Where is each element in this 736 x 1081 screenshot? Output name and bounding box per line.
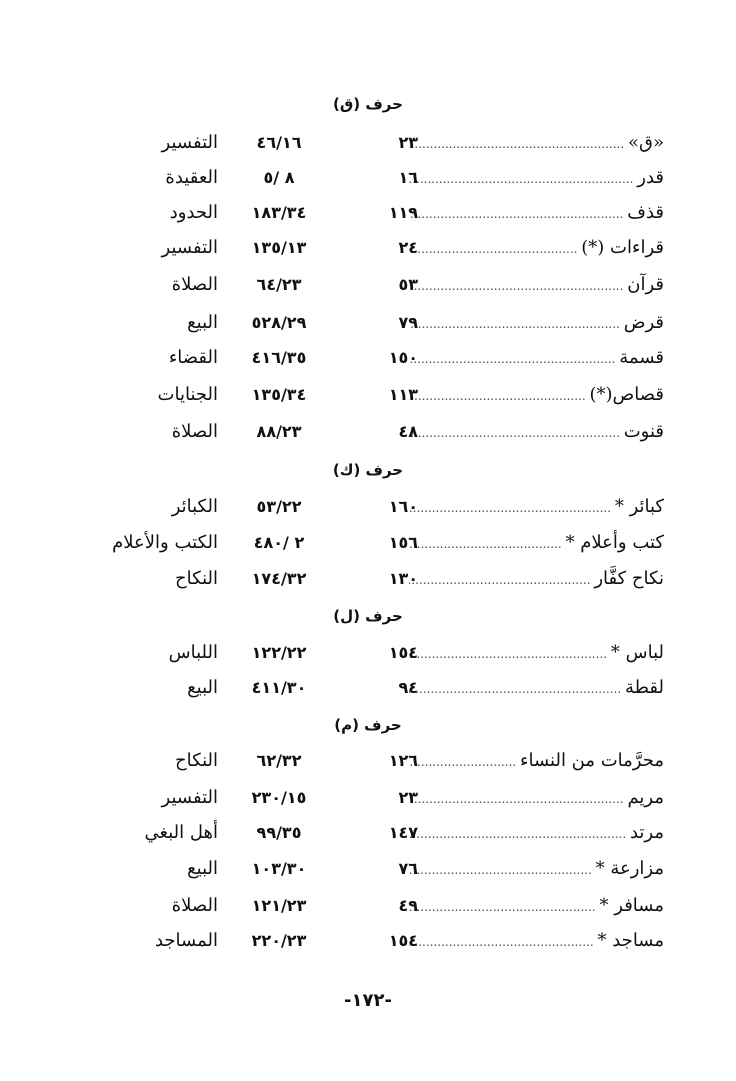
entry-book: العقيدة bbox=[165, 167, 218, 188]
entry-topic: قراءات (*) ..... bbox=[409, 233, 664, 264]
section-heading-mim: حرف (م) bbox=[334, 716, 402, 734]
entry-page: ١٢٦ bbox=[388, 751, 418, 770]
index-entry bbox=[0, 926, 736, 956]
entry-page: ٥٣ bbox=[398, 275, 418, 294]
entry-page: ٧٩ bbox=[398, 313, 418, 332]
entry-topic: مسافر * ..... bbox=[409, 891, 664, 922]
entry-book: الصلاة bbox=[171, 274, 218, 295]
index-entry bbox=[0, 564, 736, 594]
entry-book: الكبائر bbox=[171, 496, 218, 517]
entry-volume-ref: ٨ /٥ bbox=[263, 168, 295, 187]
entry-volume-ref: ١٨٣/٣٤ bbox=[251, 203, 307, 222]
entry-page: ١٥٦ bbox=[388, 533, 418, 552]
index-entry bbox=[0, 818, 736, 848]
entry-page: ٤٩ bbox=[398, 896, 418, 915]
entry-volume-ref: ٤١٦/٣٥ bbox=[251, 348, 307, 367]
entry-book: الجنايات bbox=[157, 384, 218, 405]
index-entry bbox=[0, 492, 736, 522]
index-entry bbox=[0, 417, 736, 447]
section-heading-qaf: حرف (ق) bbox=[333, 95, 403, 113]
entry-topic: كبائر * ..... bbox=[409, 492, 664, 523]
entry-volume-ref: ٦٤/٢٣ bbox=[256, 275, 302, 294]
entry-volume-ref: ٤٦/١٦ bbox=[256, 133, 302, 152]
entry-topic: مرتد ..... bbox=[409, 818, 664, 849]
entry-page: ٤٨ bbox=[398, 422, 418, 441]
index-entry bbox=[0, 308, 736, 338]
entry-page: ١١٣ bbox=[388, 385, 418, 404]
entry-book: أهل البغي bbox=[144, 822, 218, 843]
index-entry bbox=[0, 233, 736, 263]
entry-book: الصلاة bbox=[171, 895, 218, 916]
entry-volume-ref: ٥٣/٢٢ bbox=[256, 497, 302, 516]
entry-book: التفسير bbox=[161, 132, 218, 153]
entry-topic: لقطة ..... bbox=[409, 673, 664, 704]
entry-volume-ref: ١٣٥/٣٤ bbox=[251, 385, 307, 404]
entry-page: ١٦٠ bbox=[388, 497, 418, 516]
page-number: -١٧٢- bbox=[344, 990, 392, 1011]
entry-topic: «ق» ..... bbox=[409, 128, 664, 159]
entry-topic: قرآن ..... bbox=[409, 270, 664, 301]
index-entry bbox=[0, 380, 736, 410]
entry-page: ٩٤ bbox=[398, 678, 418, 697]
entry-volume-ref: ٤١١/٣٠ bbox=[251, 678, 307, 697]
entry-topic: مزارعة * ..... bbox=[409, 854, 664, 885]
entry-book: الصلاة bbox=[171, 421, 218, 442]
entry-book: القضاء bbox=[168, 347, 218, 368]
entry-topic: قنوت ..... bbox=[409, 417, 664, 448]
entry-page: ١٥٤ bbox=[388, 643, 418, 662]
entry-page: ١٥٠ bbox=[388, 348, 418, 367]
entry-volume-ref: ١٧٤/٣٢ bbox=[251, 569, 307, 588]
entry-volume-ref: ١٠٣/٣٠ bbox=[251, 859, 307, 878]
entry-book: الكتب والأعلام bbox=[112, 532, 218, 553]
entry-topic: قذف ..... bbox=[409, 198, 664, 229]
entry-volume-ref: ٢ /٤٨٠ bbox=[253, 533, 305, 552]
entry-volume-ref: ١٢٢/٢٢ bbox=[251, 643, 307, 662]
index-entry bbox=[0, 854, 736, 884]
entry-topic: لباس * ..... bbox=[409, 638, 664, 669]
entry-book: البيع bbox=[187, 858, 218, 879]
entry-page: ٧٦ bbox=[398, 859, 418, 878]
entry-topic: مساجد * ..... bbox=[409, 926, 664, 957]
entry-volume-ref: ١٣٥/١٣ bbox=[251, 238, 307, 257]
entry-topic: نكاح كفَّار ..... bbox=[409, 564, 664, 595]
entry-book: البيع bbox=[187, 312, 218, 333]
entry-topic: قصاص(*) ..... bbox=[409, 380, 664, 411]
entry-book: المساجد bbox=[154, 930, 218, 951]
index-entry bbox=[0, 270, 736, 300]
entry-volume-ref: ٢٢٠/٢٣ bbox=[251, 931, 307, 950]
entry-page: ١٥٤ bbox=[388, 931, 418, 950]
index-entry bbox=[0, 128, 736, 158]
entry-volume-ref: ٨٨/٢٣ bbox=[256, 422, 302, 441]
entry-page: ١٣٠ bbox=[388, 569, 418, 588]
entry-topic: قدر ..... bbox=[409, 163, 664, 194]
index-entry bbox=[0, 891, 736, 921]
entry-topic: محرَّمات من النساء ..... bbox=[409, 746, 664, 777]
entry-book: التفسير bbox=[161, 237, 218, 258]
index-entry bbox=[0, 163, 736, 193]
index-entry bbox=[0, 528, 736, 558]
entry-volume-ref: ٩٩/٣٥ bbox=[256, 823, 302, 842]
entry-page: ١١٩ bbox=[388, 203, 418, 222]
entry-book: البيع bbox=[187, 677, 218, 698]
entry-book: اللباس bbox=[168, 642, 218, 663]
index-entry bbox=[0, 746, 736, 776]
entry-volume-ref: ٢٣٠/١٥ bbox=[251, 788, 307, 807]
entry-page: ١٦ bbox=[398, 168, 418, 187]
index-entry bbox=[0, 198, 736, 228]
entry-page: ٢٣ bbox=[398, 133, 418, 152]
index-entry bbox=[0, 638, 736, 668]
entry-topic: كتب وأعلام * ..... bbox=[409, 528, 664, 559]
entry-page: ٢٣ bbox=[398, 788, 418, 807]
section-heading-lam: حرف (ل) bbox=[333, 607, 403, 625]
entry-page: ٢٤ bbox=[398, 238, 418, 257]
entry-book: التفسير bbox=[161, 787, 218, 808]
index-entry bbox=[0, 673, 736, 703]
index-entry bbox=[0, 783, 736, 813]
entry-page: ١٤٧ bbox=[388, 823, 418, 842]
entry-topic: قرض ..... bbox=[409, 308, 664, 339]
index-entry bbox=[0, 343, 736, 373]
entry-volume-ref: ١٢١/٢٣ bbox=[251, 896, 307, 915]
entry-topic: قسمة ..... bbox=[409, 343, 664, 374]
entry-book: النكاح bbox=[175, 568, 218, 589]
entry-book: الحدود bbox=[169, 202, 218, 223]
entry-volume-ref: ٦٢/٣٢ bbox=[256, 751, 302, 770]
section-heading-kaf: حرف (ك) bbox=[332, 461, 404, 479]
entry-volume-ref: ٥٢٨/٢٩ bbox=[251, 313, 307, 332]
entry-book: النكاح bbox=[175, 750, 218, 771]
entry-topic: مريم ..... bbox=[409, 783, 664, 814]
